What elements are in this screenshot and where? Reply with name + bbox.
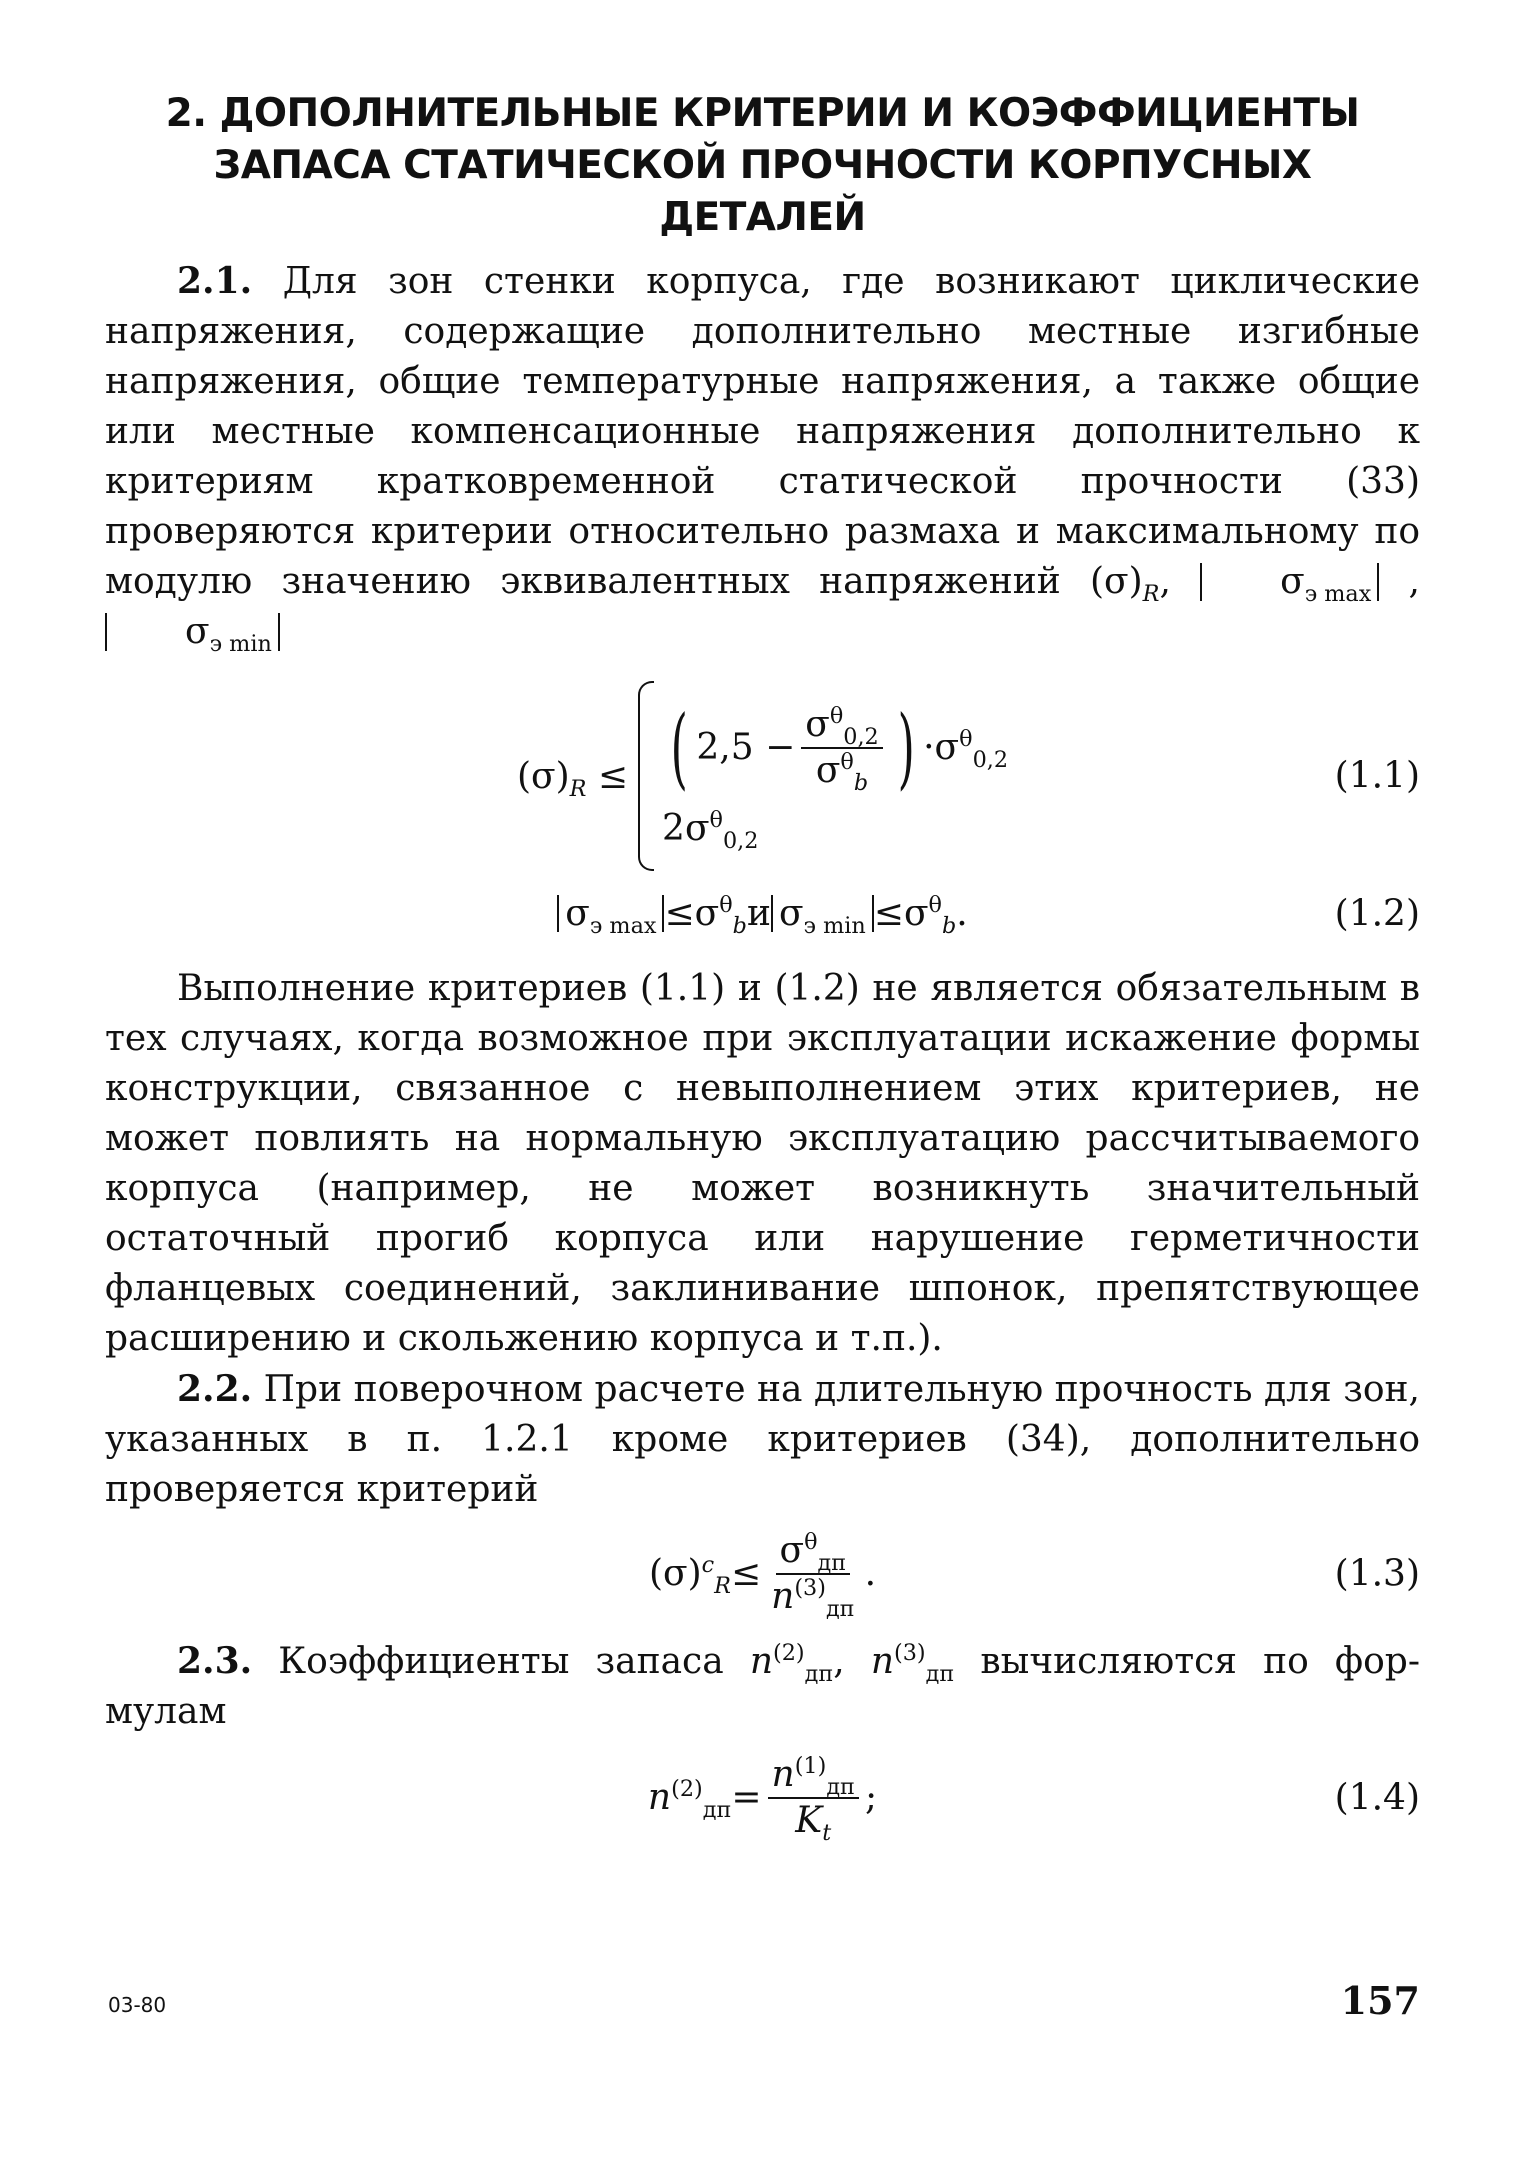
stress-range-symbol: $(\sigma)_R$ [1089, 561, 1160, 608]
section-number-2-2: 2.2. [177, 1368, 253, 1410]
case-row-1: ( 2,5 − $\frac{\sigma^\theta_{0,2}}{\sigma^\theta_b}$ ) · $\sigma^\theta_{0,2}$ [670, 695, 1009, 799]
formula-1-3: $(\sigma)^c_R$ ≤ $\frac{\sigma^\theta_{дп}}{n^{(3)}_{дп}}$ . (1.3) [648, 1529, 1420, 1622]
equation-number-1-4: (1.4) [1334, 1777, 1420, 1819]
print-code: 03-80 [108, 1993, 167, 2017]
heading-line-2: ЗАПАСА СТАТИЧЕСКОЙ ПРОЧНОСТИ КОРПУСНЫХ ДЕТАЛЕЙ [213, 143, 1312, 240]
formula-1-4: $n^{(2)}_{дп}$ = $\frac{n^{(1)}_{дп}}{K_t}$ ; (1.4) [647, 1753, 1420, 1846]
fraction: $\frac{\sigma^\theta_{дп}}{n^{(3)}_{дп}}$ [771, 1529, 855, 1622]
equation-number-1-3: (1.3) [1334, 1553, 1420, 1595]
section-number-2-1: 2.1. [177, 260, 253, 302]
formula-1-1 [105, 681, 1420, 871]
paragraph-note: Выполнение критериев (1.1) и (1.2) не является обязательным в тех случаях, когда возможное при эксплуатации искажение формы конструкции, связанное с невыполнением этих критериев, не может повлиять на нормальную эксплуатацию рассчитываемого корпуса (например, не может возникнуть значительный остаточный прогиб корпуса или нарушение герметичности фланцевых соединений, заклинивание шпонок, препятствующее расширению и скольжению корпуса и т.п.). [105, 968, 1420, 1359]
fraction: $\frac{\sigma^\theta_{0,2}}{\sigma^\theta_b}$ [801, 705, 883, 790]
formula-1-2: $\sigma_{э max}$ ≤ $\sigma^\theta_b$ и $\sigma_{э min}$ ≤ $\sigma^\theta_b$ . (1.2) [105, 893, 1420, 934]
page-number: 157 [1340, 1978, 1420, 2023]
paragraph-2-2 [105, 1364, 1420, 1515]
paragraph-2-2-text: При поверочном расчете на длительную прочность для зон, указанных в п. 1.2.1 кроме критериев (34), дополнительно проверяется критерий [105, 1369, 1420, 1510]
abs-sigma-min: $\sigma_{э min}$ [105, 613, 280, 651]
formula-1-1-cases [662, 695, 1009, 854]
section-number-2-3: 2.3. [177, 1640, 253, 1683]
fraction: $\frac{n^{(1)}_{дп}}{K_t}$ [768, 1755, 859, 1840]
equation-number-1-2: (1.2) [1334, 893, 1420, 934]
paragraph-2-1-text: Для зон стенки корпуса, где возникают циклические напряжения, содержащие дополнительно местные изгибные напряжения, общие температурные напряжения, а также общие или местные компенсационные напряжения дополнительно к критериям кратковременной статической прочности (33) проверяются критерии относительно размаха и максимальному по модулю значению эквивалентных напряжений [105, 261, 1420, 602]
left-brace [638, 681, 654, 871]
case-row-2: $2\sigma^\theta_{0,2}$ [662, 806, 759, 854]
abs-sigma-min: $\sigma_{э min}$ [771, 895, 874, 933]
abs-sigma-max: $\sigma_{э max}$ [1200, 563, 1379, 601]
formula-1-1-lhs: $(\sigma)_R$ ≤ [516, 755, 629, 802]
heading-line-1: 2. ДОПОЛНИТЕЛЬНЫЕ КРИТЕРИИ И КОЭФФИЦИЕНТЫ [165, 91, 1360, 136]
abs-sigma-max: $\sigma_{э max}$ [557, 895, 664, 933]
section-heading [105, 88, 1420, 244]
equation-number-1-1: (1.1) [1334, 755, 1420, 797]
paragraph-2-1: 2.1. Для зон стенки корпуса, где возникают циклические напряжения, содержащие дополнительно местные изгибные напряжения, общие температурные напряжения, а также общие или местные компенсационные напряжения дополнительно к критериям кратковременной статической прочности (33) проверяются критерии относительно размаха и максимальному по модулю значению эквивалентных напряжений $(\sigma)_R$, $\sigma_{э max}$ , $\sigma_{э min}$ [105, 260, 1420, 658]
paragraph-2-3: 2.3. Коэффициенты запаса $n^{(2)}_{дп}$, $n^{(3)}_{дп}$ вычисляются по формулам [105, 1640, 1421, 1733]
